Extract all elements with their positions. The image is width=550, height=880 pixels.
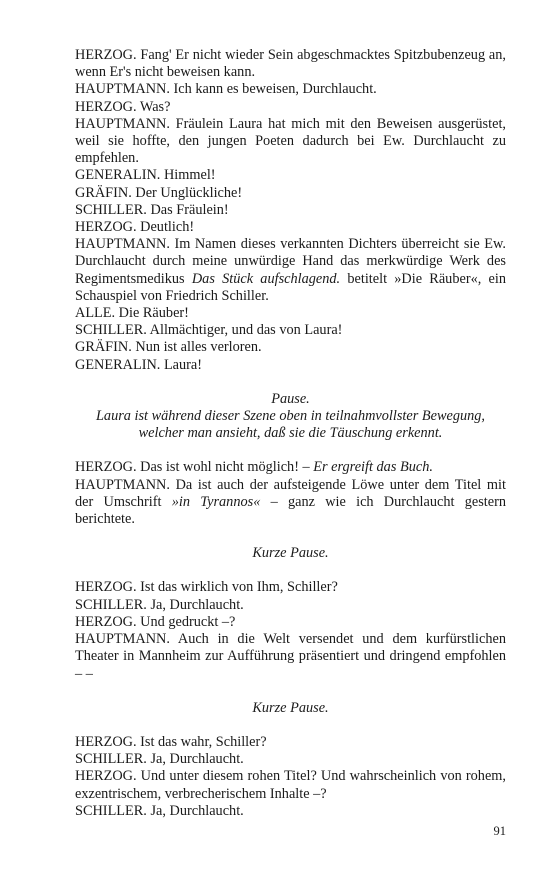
- dialogue-line: GRÄFIN. Nun ist alles verloren.: [75, 339, 262, 356]
- spacer: [75, 683, 506, 700]
- dialogue-text: – ganz wie ich Durchlaucht gestern berichtete.: [75, 493, 507, 528]
- dialogue-line: HERZOG. Und unter diesem rohen Titel? Und wahrscheinlich von rohem, exzentrischem, verbrecherischem Inhalte –?: [75, 768, 506, 802]
- stage-direction: Kurze Pause.: [252, 545, 329, 562]
- dialogue-line: SCHILLER. Ja, Durchlaucht.: [75, 802, 244, 819]
- spacer: [75, 528, 506, 545]
- stage-direction: Pause.: [271, 390, 310, 407]
- dialogue-line: GENERALIN. Himmel!: [75, 167, 216, 184]
- inline-stage-direction: Das Stück aufschlagend.: [191, 270, 341, 287]
- dialogue-line: [75, 236, 506, 305]
- dialogue-line: HERZOG. Ist das wirklich von Ihm, Schiller?: [75, 579, 338, 596]
- page-number: 91: [493, 824, 506, 838]
- inline-stage-direction: Er ergreift das Buch.: [313, 459, 433, 476]
- dialogue-text: HERZOG. Das ist wohl nicht möglich! –: [75, 459, 314, 476]
- dialogue-line: HERZOG. Ist das wahr, Schiller?: [75, 733, 267, 750]
- stage-direction: Laura ist während dieser Szene oben in teilnahmvollster Bewegung, welcher man ansieht, daß sie die Täuschung erkennt.: [95, 408, 486, 442]
- dialogue-line: GRÄFIN. Der Unglückliche!: [75, 184, 243, 201]
- dialogue-line: SCHILLER. Ja, Durchlaucht.: [75, 596, 244, 613]
- dialogue-line: HAUPTMANN. Auch in die Welt versendet und dem kurfürstlichen Theater in Mannheim zur Aufführung präsentiert und dringend empfohlen – –: [75, 631, 506, 682]
- spacer: [75, 374, 506, 391]
- spacer: [75, 562, 506, 579]
- dialogue-line: SCHILLER. Das Fräulein!: [75, 201, 229, 218]
- stage-direction: Kurze Pause.: [252, 699, 329, 716]
- dialogue-line: HAUPTMANN. Fräulein Laura hat mich mit den Beweisen ausgerüstet, weil sie hoffte, den jungen Poeten dadurch bei Ew. Durchlaucht zu empfehlen.: [75, 115, 506, 167]
- page-text: [75, 47, 506, 820]
- dialogue-line: SCHILLER. Allmächtiger, und das von Laura!: [75, 322, 343, 339]
- dialogue-text: HAUPTMANN. Im Namen dieses verkannten Dichters überreicht sie Ew. Durchlaucht durch meine unwürdige Hand das merkwürdige Werk des Regimentsmedikus: [75, 236, 506, 287]
- dialogue-line: HERZOG. Was?: [75, 98, 171, 115]
- inline-stage-direction: »in Tyrannos«: [171, 493, 261, 510]
- dialogue-text: betitelt »Die Räuber«, ein Schauspiel von Friedrich Schiller.: [75, 270, 507, 304]
- spacer: [75, 442, 506, 459]
- dialogue-line: HERZOG. Deutlich!: [75, 219, 195, 236]
- dialogue-line: HERZOG. Und gedruckt –?: [75, 613, 236, 630]
- dialogue-line: ALLE. Die Räuber!: [75, 305, 189, 322]
- dialogue-line: GENERALIN. Laura!: [75, 356, 203, 373]
- spacer: [75, 717, 506, 734]
- dialogue-text: HAUPTMANN. Da ist auch der aufsteigende Löwe unter dem Titel mit der Umschrift: [75, 476, 506, 510]
- dialogue-line: SCHILLER. Ja, Durchlaucht.: [75, 751, 244, 768]
- dialogue-line: HERZOG. Fang' Er nicht wieder Sein abgeschmacktes Spitzbubenzeug an, wenn Er's nicht beweisen kann.: [75, 47, 506, 81]
- dialogue-line: [75, 477, 506, 529]
- dialogue-line: [75, 459, 506, 476]
- dialogue-line: HAUPTMANN. Ich kann es beweisen, Durchlaucht.: [75, 81, 377, 98]
